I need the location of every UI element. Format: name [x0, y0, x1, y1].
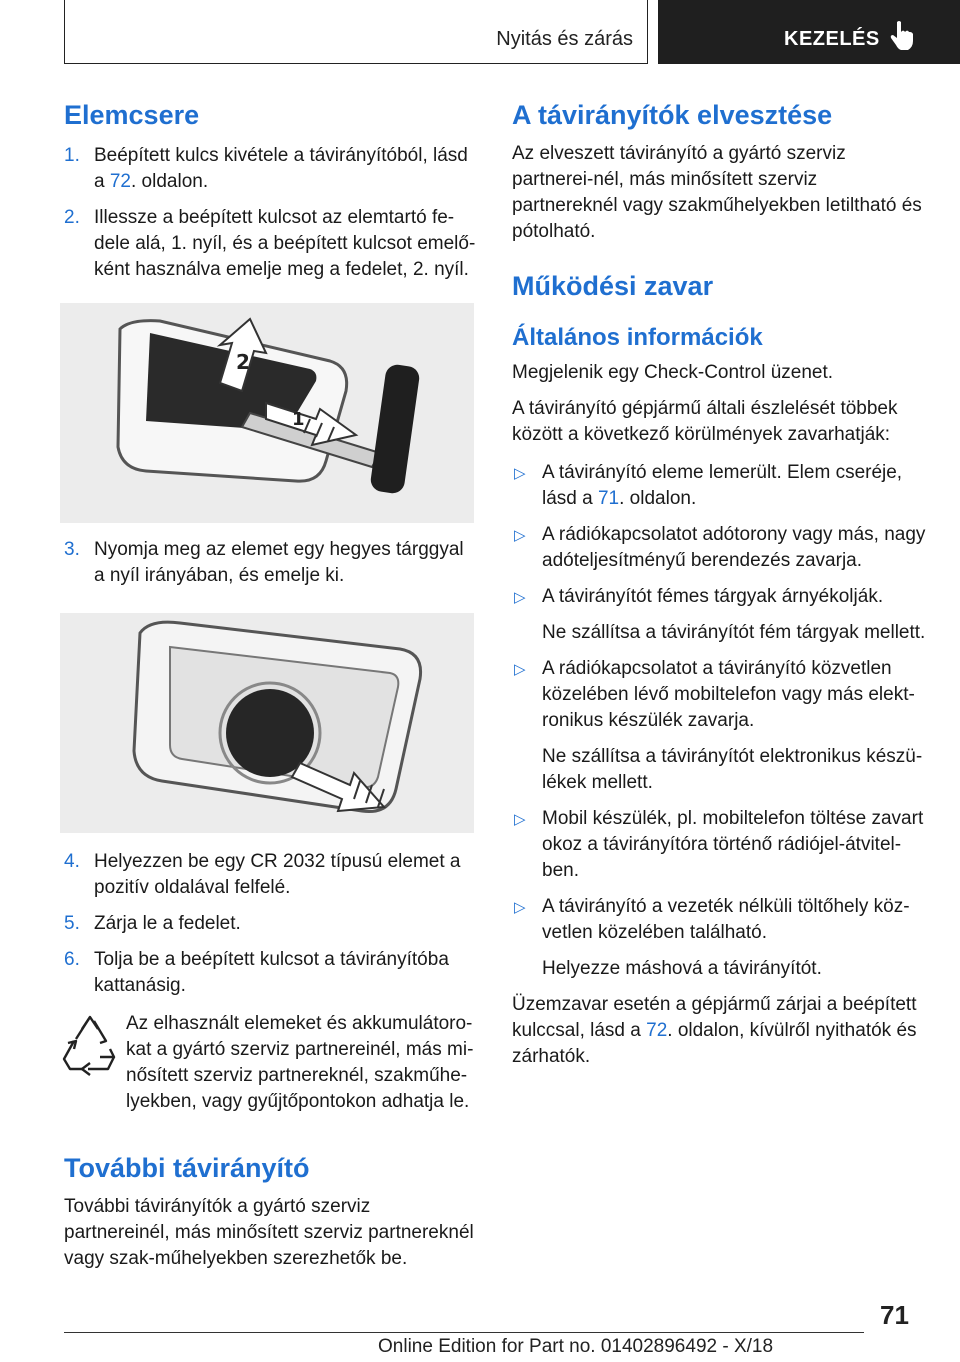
step-5: 5. Zárja le a fedelet.: [64, 913, 241, 934]
heading-lost-remote: A távirányítók elvesztése: [512, 100, 833, 130]
chapter-label: KEZELÉS: [784, 28, 880, 50]
arrow-label-1: 1: [292, 409, 305, 430]
bullet-item: ▷ A távirányítót fémes tárgyak árnyékolják. Ne szállítsa a távirányítót fém tárgyak mellett.: [512, 584, 926, 646]
heading-malfunction: Működési zavar: [512, 271, 714, 301]
bullet-item: ▷ A rádiókapcsolatot adótorony vagy más, nagy adóteljesítményű berendezés zavarja.: [514, 524, 926, 571]
check-control-text: Megjelenik egy Check-Control üzenet.: [512, 362, 834, 383]
bullet-item: ▷ Mobil készülék, pl. mobiltelefon töltése zavart okoz a távirányítóra történő rádiójel-átvitel‐ben.: [514, 808, 924, 881]
figure-key-removal: [60, 303, 474, 523]
bullet-note: Ne szállítsa a távirányítót elektronikus készü‐lékek mellett.: [542, 746, 923, 793]
recycle-icon: [60, 1011, 122, 1091]
closing-text: Üzemzavar esetén a gépjármű zárjai a beépített kulccsal, lásd a 72. oldalon, kívülről nyithatók és zárhatók.: [512, 994, 917, 1067]
bullet-note: Helyezze máshová a távirányítót.: [542, 958, 822, 979]
section-title: Nyitás és zárás: [496, 28, 633, 50]
step-3: 3. Nyomja meg az elemet egy hegyes tárggyal a nyíl irányában, és emelje ki.: [64, 539, 464, 586]
page-number: 71: [880, 1300, 909, 1330]
steps-list-c: [64, 849, 478, 999]
heading-battery-change: Elemcsere: [64, 100, 200, 130]
page-link-71[interactable]: 71: [597, 488, 620, 509]
heading-general-info: Általános információk: [512, 324, 763, 351]
steps-list-b: [64, 537, 478, 589]
triangle-bullet-icon: ▷: [514, 527, 526, 544]
battery-illustration: [60, 613, 474, 833]
triangle-bullet-icon: ▷: [514, 465, 526, 482]
step-1: 1. Beépített kulcs kivétele a távirányítóból, lásd a 72. oldalon.: [64, 145, 468, 192]
footer-divider: [64, 1332, 864, 1333]
steps-list-a: [64, 143, 478, 283]
triangle-bullet-icon: ▷: [514, 589, 526, 606]
step-4: 4. Helyezzen be egy CR 2032 típusú elemet a pozitív oldalával felfelé.: [64, 851, 461, 898]
triangle-bullet-icon: ▷: [514, 811, 526, 828]
step-6: 6. Tolja be a beépített kulcsot a távirányítóba kattanásig.: [64, 949, 449, 996]
bullet-item: ▷ A távirányító a vezeték nélküli töltőhely köz‐vetlen közelében található. Helyezze máshová a távirányítót.: [512, 894, 926, 982]
step-2: 2. Illessze a beépített kulcsot az elemtartó fe‐dele alá, 1. nyíl, és a beépített kulcsot emelő‐ként használva emelje meg a fedelet, 2. nyíl.: [64, 207, 476, 280]
recycle-note: Az elhasznált elemeket és akkumulátoro‐kat a gyártó szerviz partnereinél, más mi‐nősített szerviz partnereknél, szakműhe‐lyekben, vagy gyűjtőpontokon adhatja le.: [60, 1011, 478, 1115]
arrow-label-2: 2: [236, 350, 250, 374]
bullet-item: ▷ A rádiókapcsolatot a távirányító közvetlen közelében lévő mobiltelefon vagy más elekt‐ronikus készülék zavarja. Ne szállítsa a távirányítót elektronikus készü‐lékek mellett.: [512, 656, 926, 796]
lost-remote-text: Az elveszett távirányító a gyártó szerviz partnerei‐nél, más minősített szerviz partnereknél vagy szakműhelyekben letiltható és pótolható.: [512, 143, 922, 242]
interference-intro: A távirányító gépjármű általi észlelését többek között a következő körülmények zavarhatják:: [512, 398, 898, 445]
hand-pointer-icon: [890, 20, 916, 50]
figure-battery-removal: [60, 613, 474, 833]
interference-list: [512, 460, 926, 982]
bullet-item: ▷ A távirányító eleme lemerült. Elem cseréje, lásd a 71. oldalon.: [514, 462, 903, 509]
header-section-box: [64, 0, 648, 64]
left-column: [64, 100, 478, 1272]
heading-additional-remote: További távirányító: [64, 1153, 310, 1183]
footer-edition: Online Edition for Part no. 01402896492 - X/18: [378, 1336, 774, 1357]
key-illustration: [60, 303, 474, 523]
triangle-bullet-icon: ▷: [514, 661, 526, 678]
page-link-72[interactable]: 72: [646, 1020, 668, 1041]
right-column: [512, 100, 926, 1070]
bullet-note: Ne szállítsa a távirányítót fém tárgyak mellett.: [542, 622, 926, 643]
additional-remote-text: További távirányítók a gyártó szerviz partnereinél, más minősített szerviz partnereknél vagy szak‐műhelyekben szerezhetők be.: [64, 1196, 474, 1269]
triangle-bullet-icon: ▷: [514, 899, 526, 916]
page-link-72[interactable]: 72: [109, 171, 131, 192]
chapter-tab[interactable]: [658, 0, 960, 64]
